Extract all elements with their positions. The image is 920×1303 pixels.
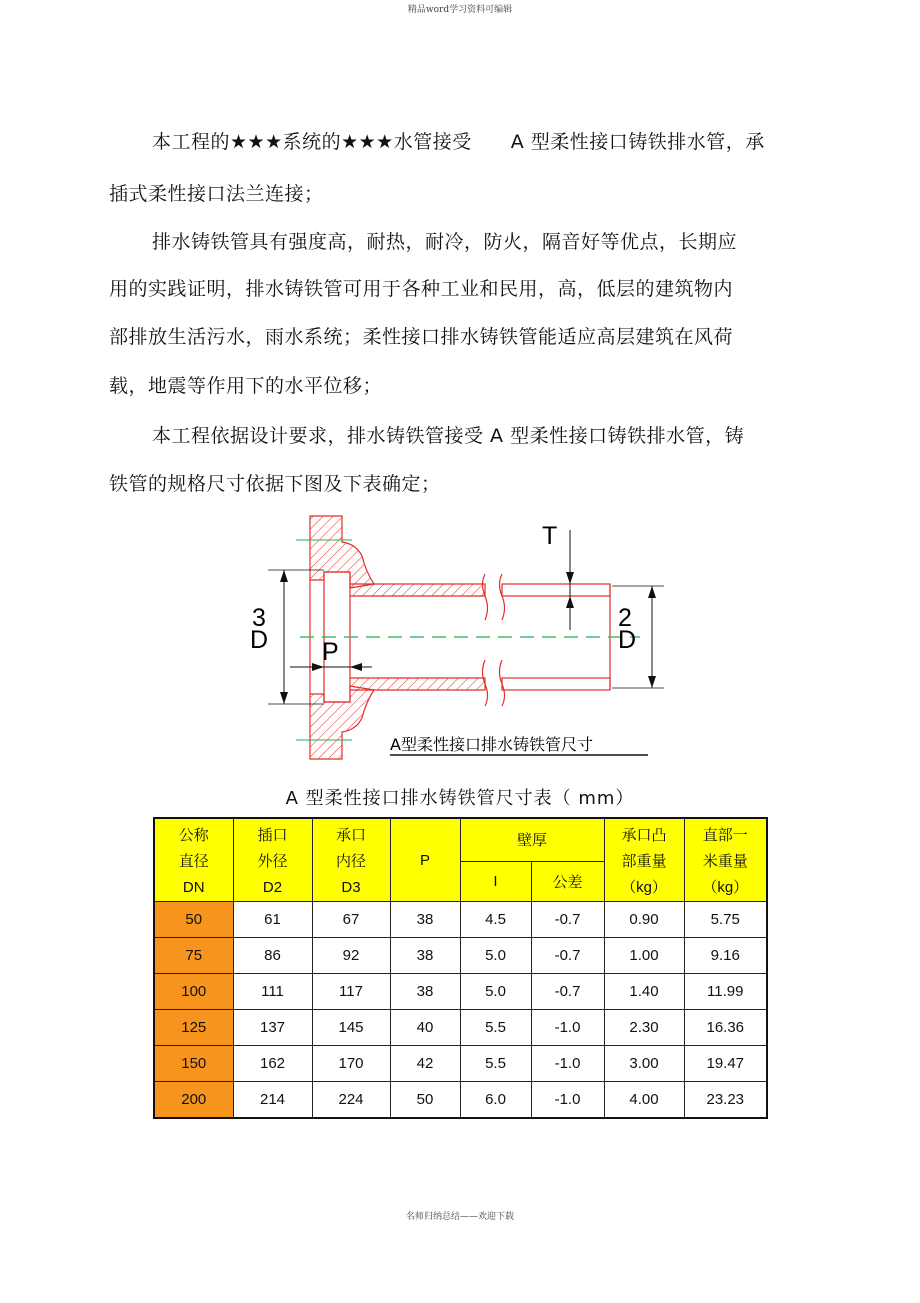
header-bell-weight: 承口凸 部重量 （kg） (604, 818, 684, 902)
cell-d2: 162 (233, 1046, 312, 1082)
cell-tolerance: -1.0 (531, 1010, 604, 1046)
label-2: 2 (618, 604, 632, 632)
table-row (154, 938, 767, 974)
cell-p: 50 (390, 1082, 460, 1119)
label-D-left: D (250, 626, 269, 654)
paragraph-line-6: 载，地震等作用下的水平位移； (109, 375, 383, 397)
diagram-caption: A型柔性接口排水铸铁管尺寸 (390, 735, 593, 754)
cell-dn: 200 (154, 1082, 233, 1119)
table-row (154, 974, 767, 1010)
header-meter-weight: 直部一 米重量 （kg） (684, 818, 767, 902)
cell-d3: 117 (312, 974, 390, 1010)
cell-meter-weight: 9.16 (684, 938, 767, 974)
flange-upper-section (310, 516, 374, 588)
cell-d2: 61 (233, 902, 312, 938)
cell-dn: 50 (154, 902, 233, 938)
table-row (154, 1046, 767, 1082)
cell-bell-weight: 3.00 (604, 1046, 684, 1082)
paragraph-line-2: 插式柔性接口法兰连接； (109, 183, 324, 205)
cell-p: 38 (390, 974, 460, 1010)
page-header-note: 精品word学习资料可编辑 (407, 5, 513, 15)
cell-d3: 170 (312, 1046, 390, 1082)
cell-meter-weight: 11.99 (684, 974, 767, 1010)
cell-d2: 86 (233, 938, 312, 974)
page-footer-note: 名师归纳总结——欢迎下载 (405, 1212, 514, 1222)
header-wall-i: I (460, 861, 531, 901)
cell-i: 5.5 (460, 1046, 531, 1082)
label-3: 3 (252, 604, 266, 632)
cell-dn: 150 (154, 1046, 233, 1082)
header-p: P (390, 818, 460, 902)
pipe-wall-top (350, 584, 485, 596)
cell-tolerance: -0.7 (531, 902, 604, 938)
cell-dn: 75 (154, 938, 233, 974)
cell-i: 5.0 (460, 974, 531, 1010)
cell-p: 40 (390, 1010, 460, 1046)
paragraph-line-8: 铁管的规格尺寸依据下图及下表确定； (109, 473, 441, 495)
cell-d3: 145 (312, 1010, 390, 1046)
pipe-wall-bottom (350, 678, 485, 690)
cell-d2: 111 (233, 974, 312, 1010)
paragraph-line-5: 部排放生活污水，雨水系统；柔性接口排水铸铁管能适应高层建筑在风荷 (109, 326, 734, 348)
header-d3: 承口 内径 D3 (312, 818, 390, 902)
cell-bell-weight: 1.00 (604, 938, 684, 974)
flange-lower-section (310, 686, 374, 759)
header-wall: 壁厚 (460, 818, 604, 861)
cell-bell-weight: 4.00 (604, 1082, 684, 1119)
cell-tolerance: -1.0 (531, 1082, 604, 1119)
cell-d2: 137 (233, 1010, 312, 1046)
header-wall-tolerance: 公差 (531, 861, 604, 901)
cell-d3: 67 (312, 902, 390, 938)
cell-tolerance: -0.7 (531, 938, 604, 974)
pipe-wall-top-right (502, 584, 610, 596)
paragraph-line-1: 本工程的★★★系统的★★★水管接受 A 型柔性接口铸铁排水管，承 (152, 131, 765, 153)
table-row (154, 902, 767, 938)
cell-bell-weight: 2.30 (604, 1010, 684, 1046)
cell-p: 38 (390, 902, 460, 938)
cell-bell-weight: 1.40 (604, 974, 684, 1010)
cell-i: 5.0 (460, 938, 531, 974)
table-row (154, 1082, 767, 1119)
label-D-right: D (618, 626, 637, 654)
paragraph-line-3: 排水铸铁管具有强度高，耐热，耐冷，防火，隔音好等优点，长期应 (152, 231, 738, 253)
cell-i: 5.5 (460, 1010, 531, 1046)
cell-i: 6.0 (460, 1082, 531, 1119)
cell-p: 42 (390, 1046, 460, 1082)
cell-d3: 224 (312, 1082, 390, 1119)
cell-meter-weight: 23.23 (684, 1082, 767, 1119)
cell-meter-weight: 5.75 (684, 902, 767, 938)
cell-tolerance: -0.7 (531, 974, 604, 1010)
paragraph-line-7: 本工程依据设计要求，排水铸铁管接受 A 型柔性接口铸铁排水管，铸 (152, 425, 745, 447)
cell-dn: 125 (154, 1010, 233, 1046)
pipe-wall-bottom-right (502, 678, 610, 690)
header-dn: 公称 直径 DN (154, 818, 233, 902)
label-P: P (322, 638, 339, 666)
table-title: A 型柔性接口排水铸铁管尺寸表（ mm） (285, 788, 635, 809)
label-T: T (542, 522, 558, 550)
cell-d2: 214 (233, 1082, 312, 1119)
cell-i: 4.5 (460, 902, 531, 938)
cell-tolerance: -1.0 (531, 1046, 604, 1082)
paragraph-line-4: 用的实践证明，排水铸铁管可用于各种工业和民用，高，低层的建筑物内 (109, 278, 734, 300)
table-row (154, 1010, 767, 1046)
pipe-dimension-diagram (240, 510, 680, 770)
pipe-dimension-table (153, 817, 768, 1119)
cell-dn: 100 (154, 974, 233, 1010)
cell-meter-weight: 19.47 (684, 1046, 767, 1082)
cell-p: 38 (390, 938, 460, 974)
cell-meter-weight: 16.36 (684, 1010, 767, 1046)
cell-d3: 92 (312, 938, 390, 974)
cell-bell-weight: 0.90 (604, 902, 684, 938)
header-d2: 插口 外径 D2 (233, 818, 312, 902)
